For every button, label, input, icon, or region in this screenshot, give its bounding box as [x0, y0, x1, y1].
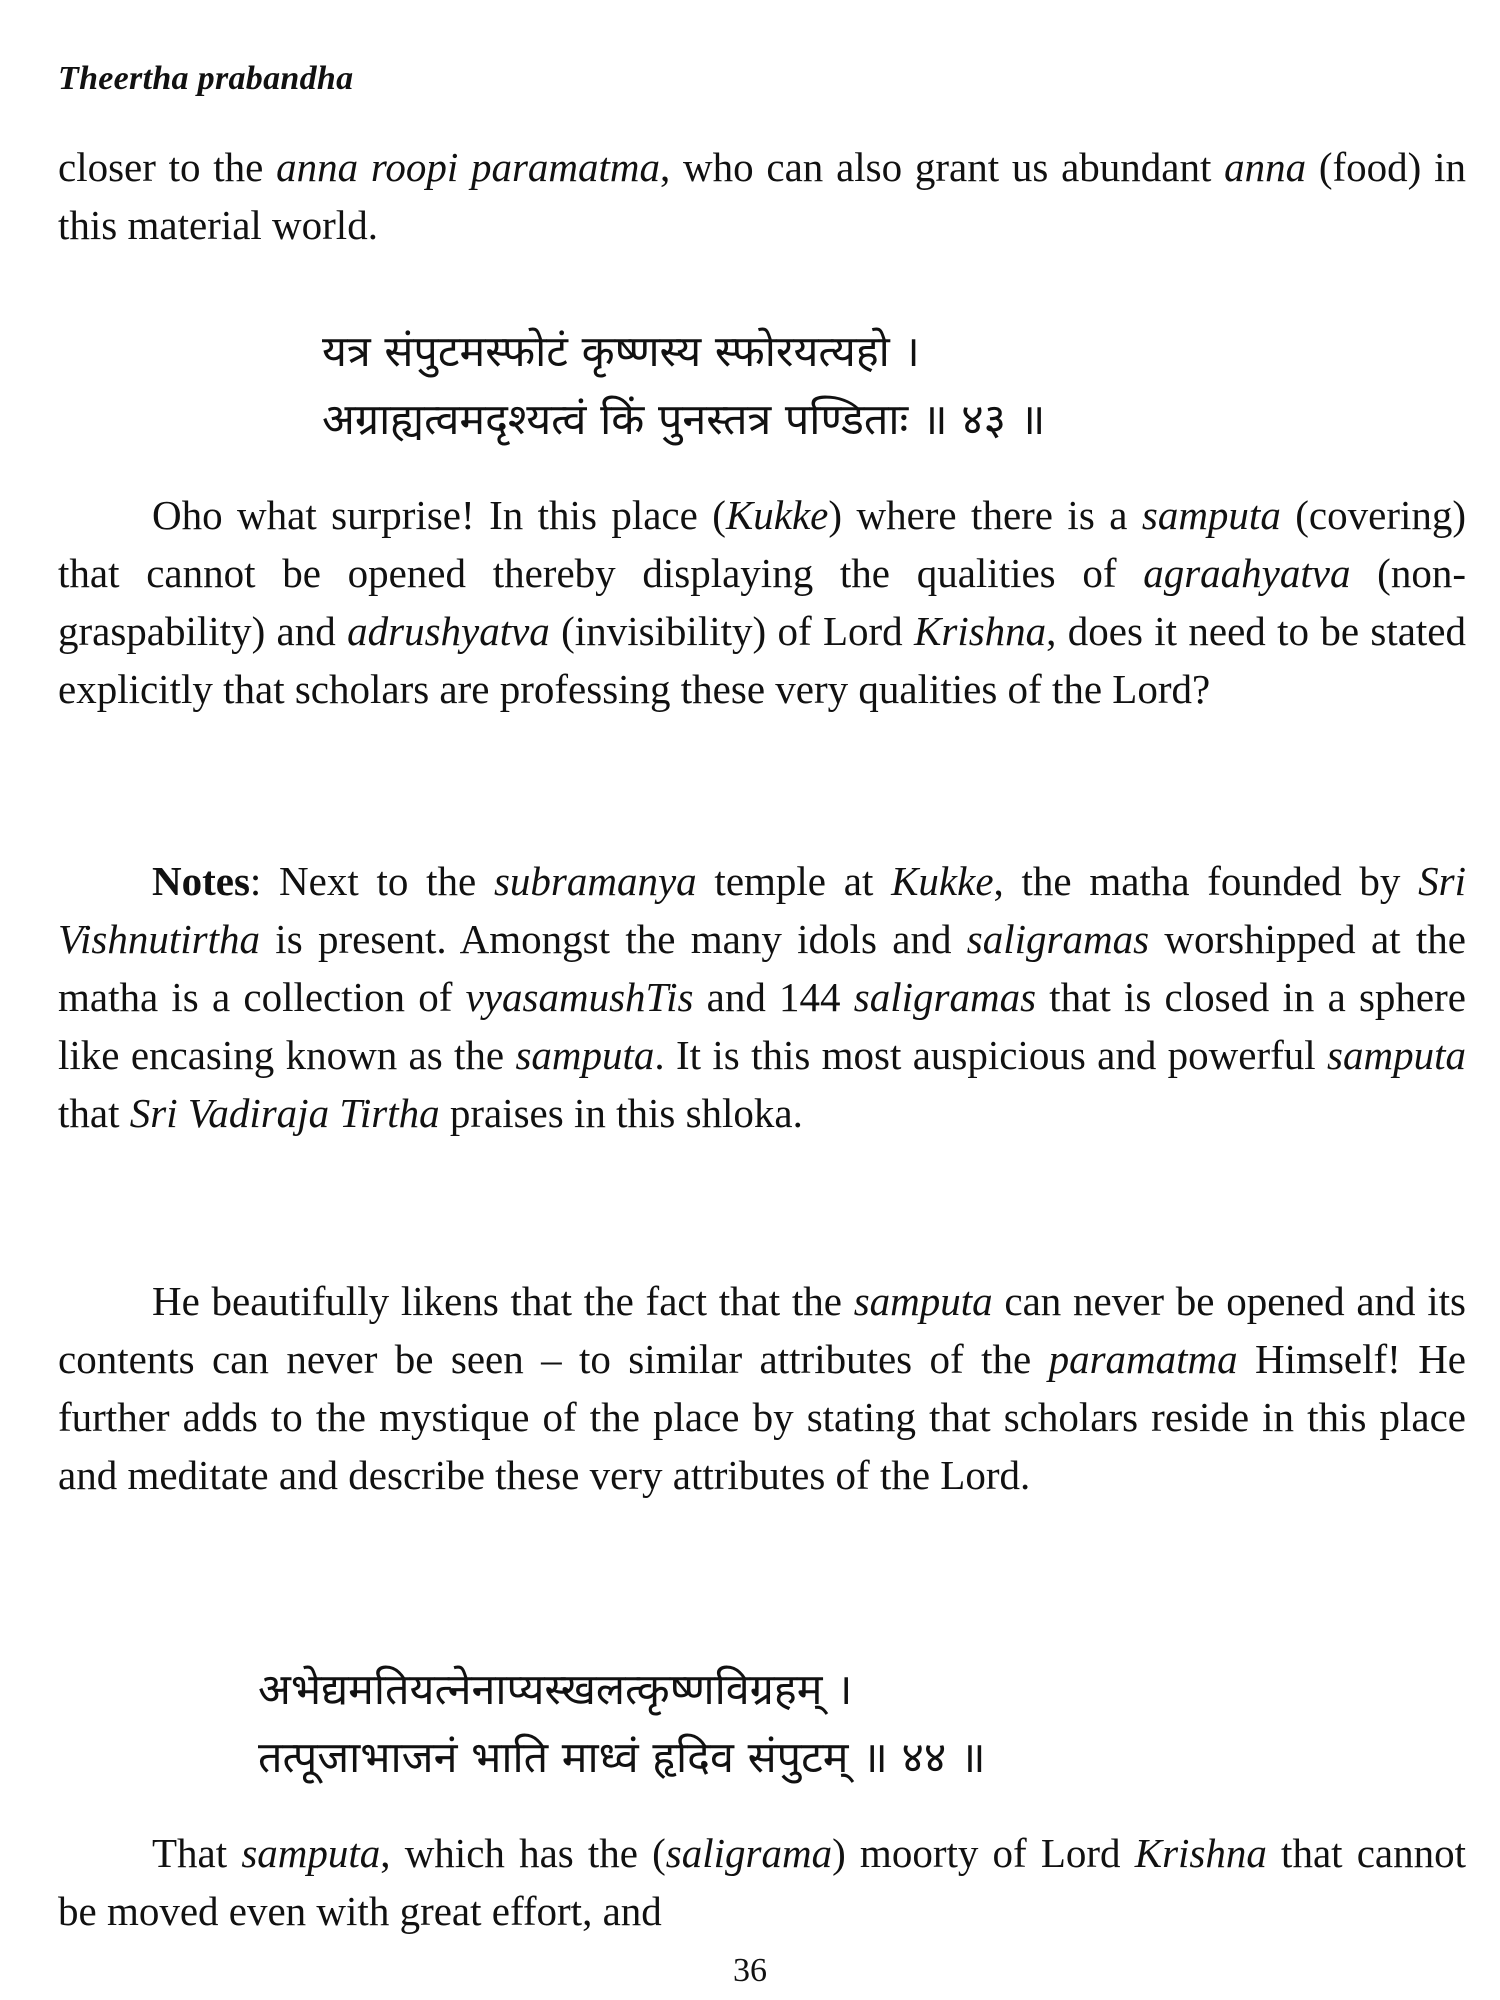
notes-label: Notes — [152, 858, 250, 904]
shloka-44-line-2: तत्पूजाभाजनं भाति माध्वं हृदिव संपुटम् ॥ ४४ ॥ — [258, 1733, 986, 1783]
notes-paragraph: Notes: Next to the subramanya temple at Kukke, the matha founded by Sri Vishnutirtha is present. Amongst the many idols and saligramas worshipped at the matha is a collection of vyasamushTis and 144 saligramas that is closed in a sphere like encasing known as the samputa. It is this most auspicious and powerful samputa that Sri Vadiraja Tirtha praises in this shloka. — [58, 858, 1466, 1136]
shloka-43-translation: Oho what surprise! In this place (Kukke) where there is a samputa (covering) that cannot be opened thereby displaying the qualities of agraahyatva (non-graspability) and adrushyatva (invisibility) of Lord Krishna, does it need to be stated explicitly that scholars are professing these very qualities of the Lord? — [58, 492, 1467, 712]
shloka-44-translation: That samputa, which has the (saligrama) moorty of Lord Krishna that cannot be moved even with great effort, and — [58, 1830, 1466, 1934]
shloka-43-line-1: यत्र संपुटमस्फोटं कृष्णस्य स्फोरयत्यहो । — [322, 327, 920, 377]
shloka-43-line-2: अग्राह्यत्वमदृश्यत्वं किं पुनस्तत्र पण्डिताः ॥ ४३ ॥ — [322, 395, 1046, 445]
paragraph-continuation: closer to the anna roopi paramatma, who can also grant us abundant anna (food) in this material world. — [58, 144, 1466, 248]
shloka-44-line-1: अभेद्यमतियत्नेनाप्यस्खलत्कृष्णविग्रहम् । — [258, 1665, 853, 1715]
shloka-44 — [258, 1656, 986, 1792]
running-header-title: Theertha prabandha — [58, 60, 354, 97]
shloka-43 — [322, 318, 1045, 454]
commentary-paragraph: He beautifully likens that the fact that the samputa can never be opened and its contents can never be seen – to similar attributes of the paramatma Himself! He further adds to the mystique of the place by stating that scholars reside in this place and meditate and describe these very attributes of the Lord. — [58, 1278, 1466, 1498]
page-number: 36 — [733, 1952, 767, 1989]
